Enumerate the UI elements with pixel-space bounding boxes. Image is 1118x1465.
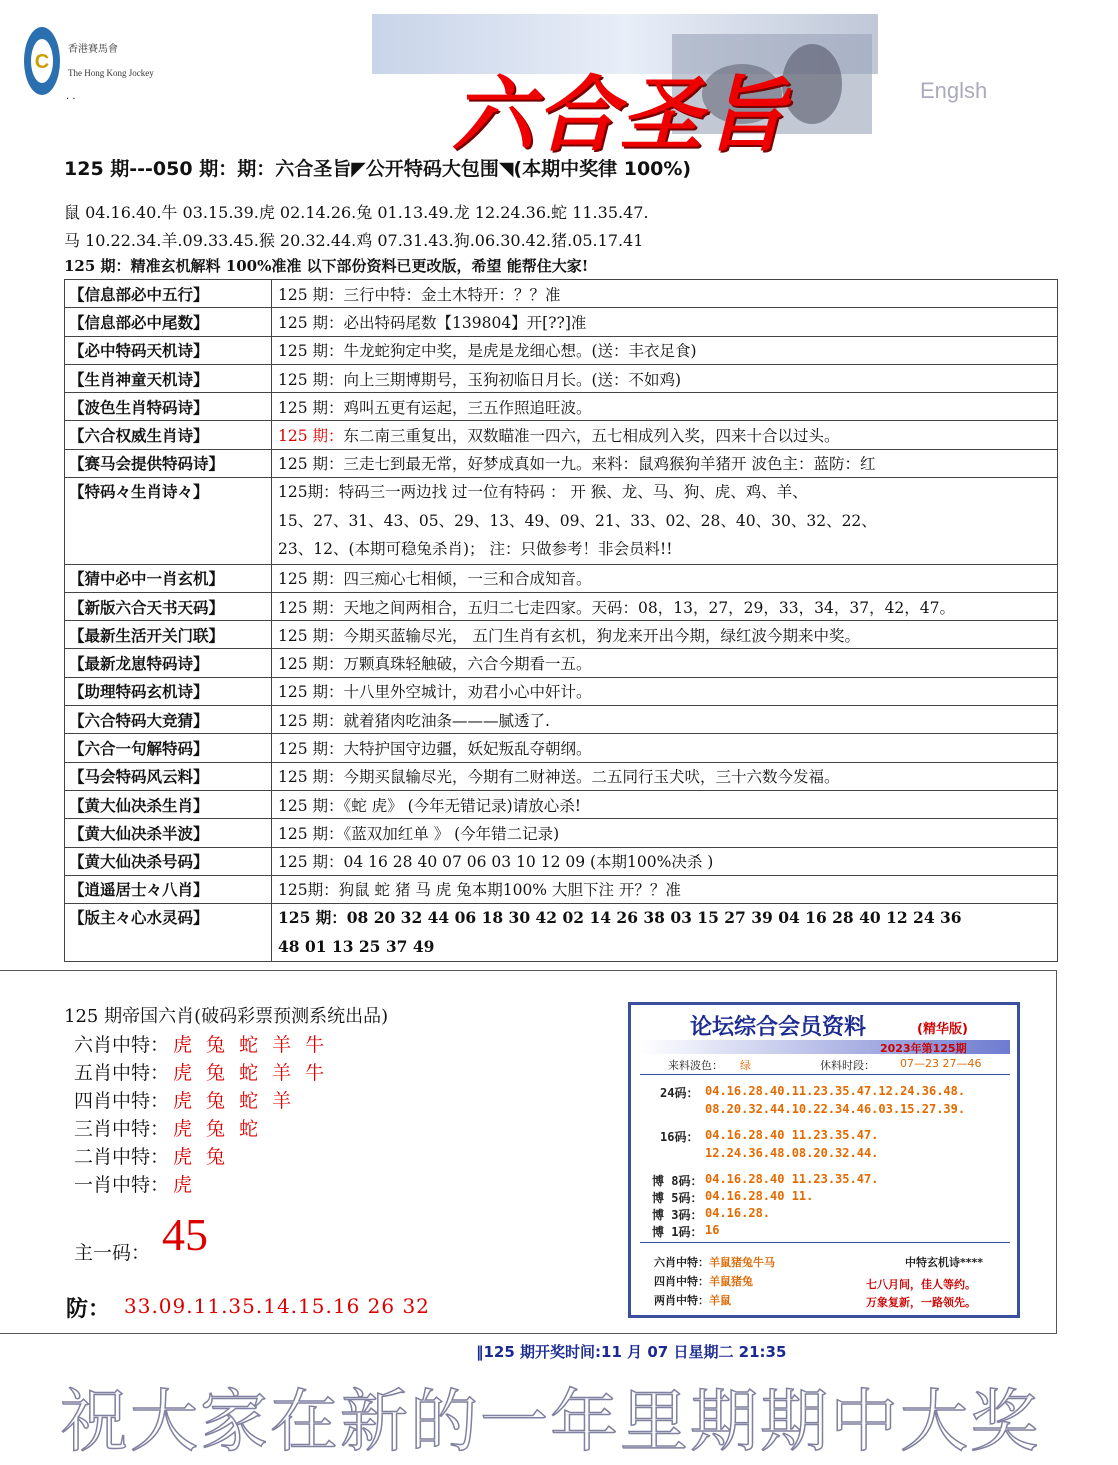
row-text [272,421,1058,449]
six-xiao-row [74,1030,328,1057]
table-row [65,649,1058,677]
six-xiao-row [74,1086,295,1113]
row-text: 125期：狗鼠 蛇 猪 马 虎 兔本期100% 大胆下注 开？？准 [272,875,1058,903]
banner-title: 六合圣旨 [452,67,788,163]
row-line-2: 48 01 13 25 37 49 [278,936,435,956]
panel-foot-label: 四肖中特： [654,1275,709,1288]
six-xiao-label: 一肖中特： [74,1174,170,1196]
jockey-club-logo [22,24,62,98]
panel-time-value: 07—23 27—46 [900,1057,982,1070]
fang-label: 防： [66,1296,111,1322]
six-xiao-row [74,1114,262,1141]
table-row [65,564,1058,592]
svg-text:C: C [34,51,50,73]
row-label: 【六合权威生肖诗】 [65,421,272,449]
table-row [65,621,1058,649]
row-label: 【最新龙崽特码诗】 [65,649,272,677]
panel-time-label: 休料时段： [820,1059,875,1072]
table-row [65,336,1058,364]
row-label: 【黄大仙决杀号码】 [65,847,272,875]
dots: · · [66,94,76,105]
row-label: 【最新生活开关门联】 [65,621,272,649]
row-text: 125 期：向上三期博期号，玉狗初临日月长。(送：不如鸡) [272,364,1058,392]
table-row [65,393,1058,421]
six-xiao-row [74,1170,196,1197]
panel-row-value: 04.16.28.40.11.23.35.47.12.24.36.48. [705,1084,966,1098]
row-label: 【生肖神童天机诗】 [65,364,272,392]
english-link[interactable]: Englsh [920,78,988,103]
six-xiao-value: 虎 兔 [173,1146,230,1168]
panel-foot-label: 两肖中特： [654,1294,709,1307]
row-label: 【助理特码玄机诗】 [65,677,272,705]
panel-row-value: 12.24.36.48.08.20.32.44. [705,1146,879,1160]
panel-foot-row [654,1254,775,1270]
table-row [65,449,1058,477]
table-row [65,592,1058,620]
row-text: 125 期：三行中特：金土木特开：？？准 [272,280,1058,308]
table-row [65,762,1058,790]
table-row [65,734,1058,762]
row-line-2: 15、27、31、43、05、29、13、49、09、21、33、02、28、40、30、32、22、 [278,511,877,530]
six-xiao-label: 三肖中特： [74,1118,170,1140]
row-text: 125 期：鸡叫五更有运起，三五作照追旺波。 [272,393,1058,421]
table-row [65,478,1058,565]
row-text: 125 期：三走七到最无常，好梦成真如一九。来料：鼠鸡猴狗羊猪开 波色主：蓝防：红 [272,449,1058,477]
panel-row-label: 博 8码： [652,1174,703,1188]
six-xiao-label: 四肖中特： [74,1090,170,1112]
row-text-body: 东二南三重复出，双数瞄准一四六，五七相成列入奖，四来十合以过头。 [343,427,840,446]
panel-row-label: 24码： [660,1086,699,1100]
row-line-1: 125期：特码三一两边找 过一位有特码 ： 开 猴、龙、马、狗、虎、鸡、羊、 [278,483,808,502]
main-code-label: 主一码： [74,1242,151,1264]
row-label: 【逍遥居士々八肖】 [65,875,272,903]
panel-poem-label: 中特玄机诗**** [905,1256,984,1269]
six-xiao-row [74,1142,229,1169]
table-row [65,904,1058,962]
row-text: 125 期：《蛇 虎》 (今年无错记录)请放心杀! [272,790,1058,818]
table-row [65,819,1058,847]
six-xiao-row [74,1058,328,1085]
row-label: 【黄大仙决杀半波】 [65,819,272,847]
panel-foot-value: 羊鼠 [709,1294,731,1307]
issue-prefix: 125 期： [278,427,344,446]
six-xiao-value: 虎 兔 蛇 羊 牛 [173,1062,329,1084]
panel-row-value: 04.16.28.40 11.23.35.47. [705,1172,879,1186]
row-label: 【特码々生肖诗々】 [65,478,272,565]
row-text: 125 期：牛龙蛇狗定中奖，是虎是龙细心想。(送：丰衣足食) [272,336,1058,364]
row-label: 【六合特码大竞猜】 [65,706,272,734]
row-label: 【黄大仙决杀生肖】 [65,790,272,818]
panel-poem-line: 七八月间，佳人等约。 [866,1278,976,1291]
panel-title: 论坛综合会员资料 [690,1015,867,1040]
row-text [272,904,1058,962]
panel-row-value: 16 [705,1223,720,1237]
row-line-1: 125 期：08 20 32 44 06 18 30 42 02 14 26 38 03 15 27 39 04 16 28 40 12 24 36 [278,908,962,928]
row-label: 【新版六合天书天码】 [65,592,272,620]
six-xiao-value: 虎 兔 蛇 羊 牛 [173,1034,329,1056]
footer-greeting: 祝大家在新的一年里期期中大奖 [60,1383,1041,1462]
row-text: 125 期：天地之间两相合，五归二七走四家。天码：08，13，27，29，33，34，37，42，47。 [272,592,1058,620]
row-label: 【波色生肖特码诗】 [65,393,272,421]
panel-row-value: 04.16.28. [705,1206,771,1220]
six-xiao-value: 虎 兔 蛇 [173,1118,263,1140]
table-row [65,280,1058,308]
row-text: 125 期：今期买鼠输尽光，今期有二财神送。二五同行玉犬吠，三十六数今发福。 [272,762,1058,790]
zodiac-row-2: 马 10.22.34.羊.09.33.45.猴 20.32.44.鸡 07.31.43.狗.06.30.42.猪.05.17.41 [64,231,644,250]
table-row [65,308,1058,336]
panel-foot-value: 羊鼠猪兔 [709,1275,753,1288]
row-text: 125 期：万颗真珠轻触破，六合今期看一五。 [272,649,1058,677]
draw-time: ‖125 期开奖时间:11 月 07 日星期二 21:35 [476,1343,787,1361]
row-label: 【版主々心水灵码】 [65,904,272,962]
fang-value: 33.09.11.35.14.15.16 26 32 [124,1294,430,1318]
prediction-table [64,279,1058,962]
panel-row-label: 16码： [660,1130,699,1144]
panel-poem-line: 万象复新，一路领先。 [866,1296,976,1309]
row-label: 【信息部必中尾数】 [65,308,272,336]
panel-source-label: 来料波色： [668,1059,723,1072]
table-row [65,875,1058,903]
logo-subtext: The Hong Kong Jockey [68,68,154,78]
panel-row-value: 04.16.28.40 11.23.35.47. [705,1128,879,1142]
row-text: 125 期：《蓝双加红单 》 (今年错二记录) [272,819,1058,847]
table-row [65,790,1058,818]
row-label: 【马会特码风云料】 [65,762,272,790]
table-row [65,706,1058,734]
headline: 125 期---050 期：期：六合圣旨◤公开特码大包围◥(本期中奖律 100%) [64,158,692,180]
row-line-3: 23、12、(本期可稳兔杀肖)； 注：只做参考！非会员料!! [278,540,673,559]
panel-foot-row [654,1292,731,1308]
table-row [65,421,1058,449]
intro-text: 125 期：精准玄机解料 100%准准 以下部份资料已更改版，希望 能帮住大家! [64,257,589,275]
row-text: 125 期：大特护国守边疆，妖妃叛乱夺朝纲。 [272,734,1058,762]
panel-issue: 2023年第125期 [880,1042,967,1055]
panel-foot-label: 六肖中特： [654,1256,709,1269]
row-text: 125 期：四三痴心七相倾，一三和合成知音。 [272,564,1058,592]
panel-title-sub: (精华版) [917,1022,968,1037]
row-text: 125 期：十八里外空城计，劝君小心中奸计。 [272,677,1058,705]
panel-row-value: 04.16.28.40 11. [705,1189,814,1203]
table-row [65,364,1058,392]
six-xiao-value: 虎 [173,1174,197,1196]
row-text [272,478,1058,565]
panel-row-label: 博 3码： [652,1208,703,1222]
six-xiao-value: 虎 兔 蛇 羊 [173,1090,296,1112]
panel-source-value: 绿 [740,1059,751,1072]
zodiac-row-1: 鼠 04.16.40.牛 03.15.39.虎 02.14.26.兔 01.13.49.龙 12.24.36.蛇 11.35.47. [64,203,649,222]
six-xiao-label: 六肖中特： [74,1034,170,1056]
panel-foot-row [654,1273,753,1289]
six-xiao-label: 五肖中特： [74,1062,170,1084]
row-label: 【必中特码天机诗】 [65,336,272,364]
row-text: 125 期：就着猪肉吃油条———腻透了. [272,706,1058,734]
row-label: 【信息部必中五行】 [65,280,272,308]
panel-divider [640,1074,1010,1075]
table-row [65,677,1058,705]
logo-text: 香港賽馬會 [68,44,118,55]
row-label: 【赛马会提供特码诗】 [65,449,272,477]
six-xiao-title: 125 期帝国六肖(破码彩票预测系统出品) [64,1006,389,1027]
row-text: 125 期：必出特码尾数【139804】开[??]准 [272,308,1058,336]
panel-foot-value: 羊鼠猪兔牛马 [709,1256,775,1269]
row-text: 125 期：今期买蓝输尽光， 五门生肖有玄机，狗龙来开出今期，绿红波今期来中奖。 [272,621,1058,649]
main-code: 45 [162,1209,208,1260]
six-xiao-label: 二肖中特： [74,1146,170,1168]
panel-row-label: 博 5码： [652,1191,703,1205]
table-row [65,847,1058,875]
panel-row-value: 08.20.32.44.10.22.34.46.03.15.27.39. [705,1102,966,1116]
row-text: 125 期：04 16 28 40 07 06 03 10 12 09 (本期100%决杀 ) [272,847,1058,875]
row-label: 【猜中必中一肖玄机】 [65,564,272,592]
panel-row-label: 博 1码： [652,1225,703,1239]
panel-divider [640,1242,1010,1243]
row-label: 【六合一句解特码】 [65,734,272,762]
